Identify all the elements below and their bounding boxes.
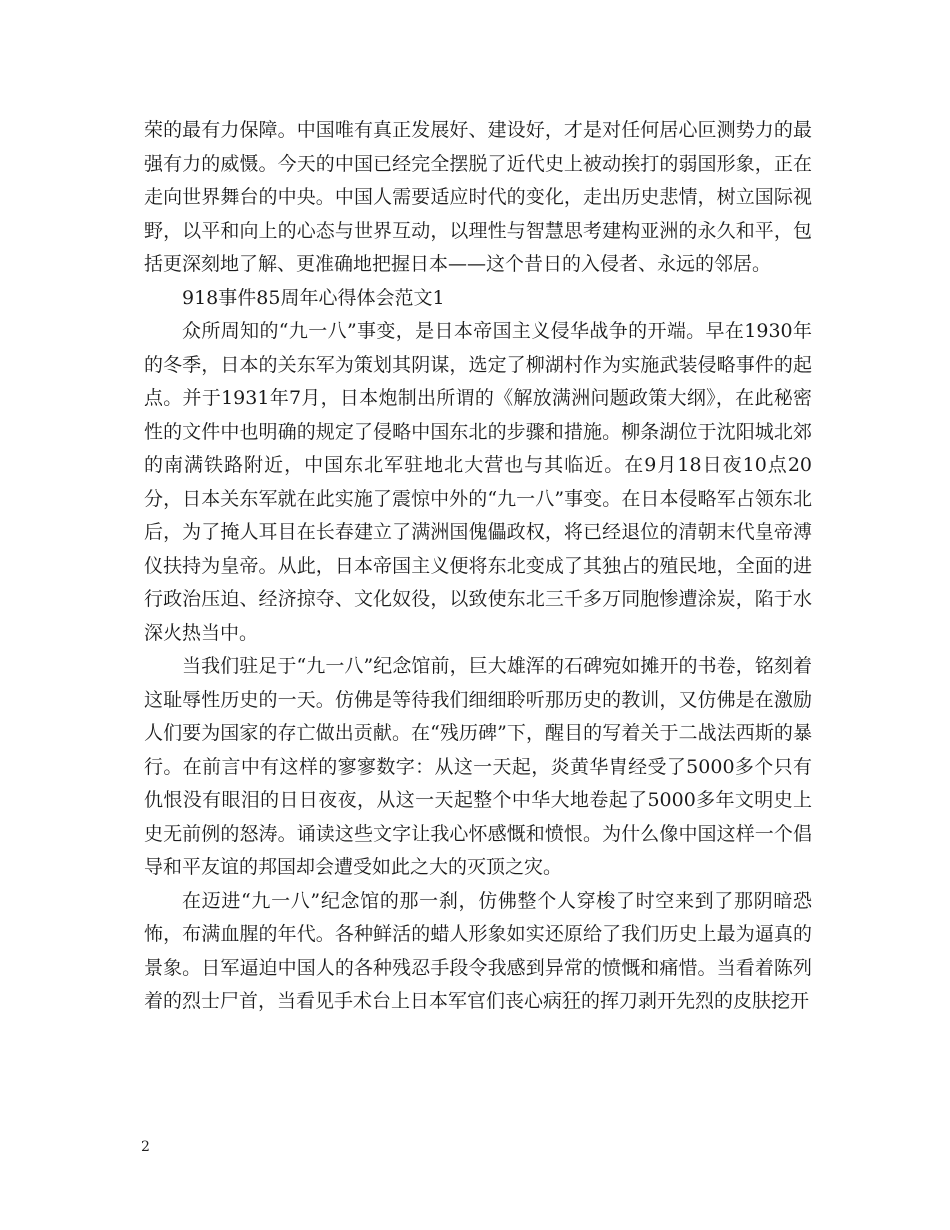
paragraph-memorial-hall: 在迈进“九一八”纪念馆的那一刹，仿佛整个人穿梭了时空来到了那阴暗恐怖，布满血腥的年代。各种鲜活的蜡人形象如实还原给了我们历史上最为逼真的景象。日军逼迫中国人的各种残忍手段令我感到异常的愤慨和痛惜。当看着陈列着的烈士尸首，当看见手术台上日本军官们丧心病狂的挥刀剥开先烈的皮肤挖开 [144,889,812,1012]
section-title: 918事件85周年心得体会范文1 [182,286,445,309]
paragraph-continuation: 荣的最有力保障。中国唯有真正发展好、建设好，才是对任何居心叵测势力的最强有力的威慑。今天的中国已经完全摆脱了近代史上被动挨打的弱国形象，正在走向世界舞台的中央。中国人需要适应时代的变化，走出历史悲情，树立国际视野，以平和向上的心态与世界互动，以理性与智慧思考建构亚洲的永久和平，包括更深刻地了解、更准确地把握日本——这个昔日的入侵者、永远的邻居。 [144,119,812,275]
paragraph-memorial-stele: 当我们驻足于“九一八”纪念馆前，巨大雄浑的石碑宛如摊开的书卷，铭刻着这耻辱性历史的一天。仿佛是等待我们细细聆听那历史的教训，又仿佛是在激励人们要为国家的存亡做出贡献。在“残历碑”下，醒目的写着关于二战法西斯的暴行。在前言中有这样的寥寥数字：从这一天起，炎黄华胄经受了5000多个只有仇恨没有眼泪的日日夜夜，从这一天起整个中华大地卷起了5000多年文明史上史无前例的怒涛。诵读这些文字让我心怀感慨和愤恨。为什么像中国这样一个倡导和平友谊的邦国却会遭受如此之大的灭顶之灾。 [144,655,812,878]
page-number: 2 [141,1139,150,1155]
paragraph-history: 众所周知的“九一八”事变，是日本帝国主义侵华战争的开端。早在1930年的冬季，日本的关东军为策划其阴谋，选定了柳湖村作为实施武装侵略事件的起点。并于1931年7月，日本炮制出所谓的《解放满洲问题政策大纲》，在此秘密性的文件中也明确的规定了侵略中国东北的步骤和措施。柳条湖位于沈阳城北郊的南满铁路附近，中国东北军驻地北大营也与其临近。在9月18日夜10点20分，日本关东军就在此实施了震惊中外的“九一八”事变。在日本侵略军占领东北后，为了掩人耳目在长春建立了满洲国傀儡政权，将已经退位的清朝末代皇帝溥仪扶持为皇帝。从此，日本帝国主义便将东北变成了其独占的殖民地，全面的进行政治压迫、经济掠夺、文化奴役，以致使东北三千多万同胞惨遭涂炭，陷于水深火热当中。 [144,320,812,644]
document-body [144,114,812,1019]
